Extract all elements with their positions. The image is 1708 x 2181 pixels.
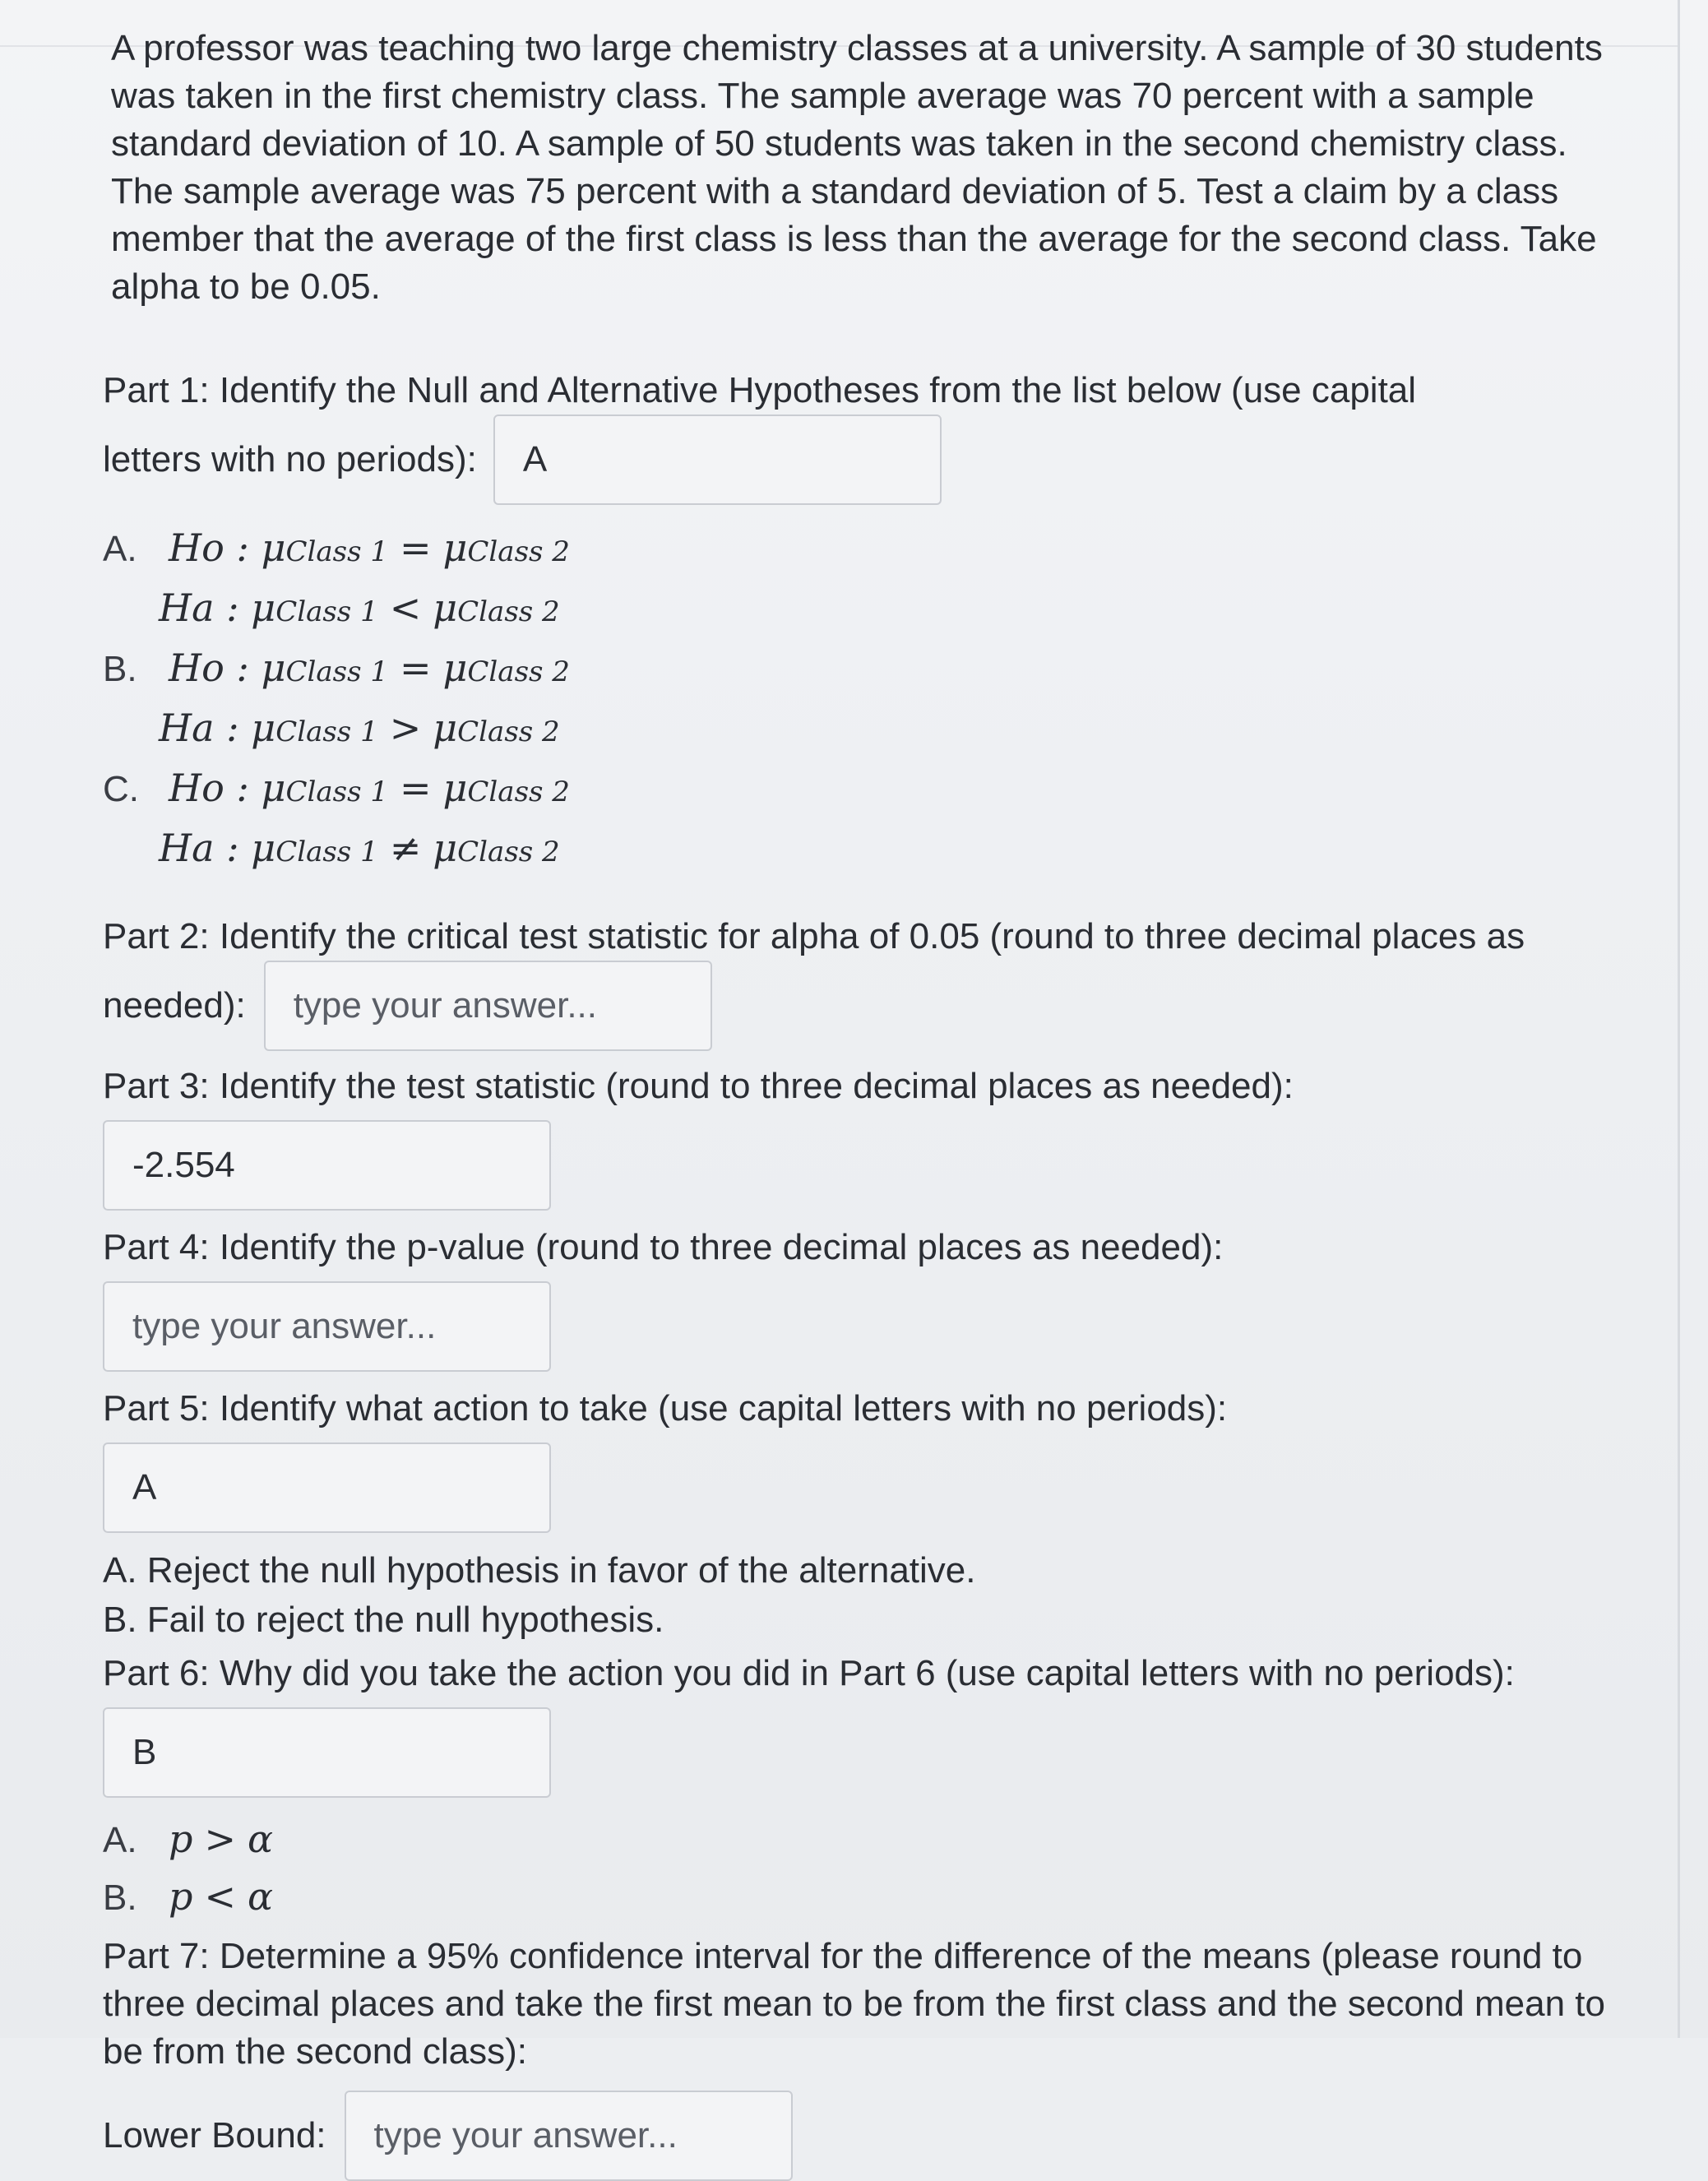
- hypothesis-null-row: [103, 760, 1632, 820]
- part6-options: [103, 1811, 1632, 1926]
- part7-prompt: Part 7: Determine a 95% confidence interval for the difference of the means (please round to three decimal places and take the first mean to be from the first class and the second mean to be from the second class):: [103, 1936, 1605, 2072]
- alternative-hypothesis: Ha : μClass 1 ≠ μClass 2: [159, 826, 560, 870]
- part4-prompt: Part 4: Identify the p-value (round to three decimal places as needed):: [103, 1227, 1224, 1267]
- hypothesis-alt-row: [103, 700, 1632, 760]
- part1-prompt-line2: letters with no periods):: [103, 439, 477, 479]
- part7-lower-row: [103, 2091, 1632, 2181]
- problem-statement: A professor was teaching two large chemistry classes at a university. A sample of 30 students was taken in the first chemistry class. The sample average was 70 percent with a sample standard deviation of 10. A sample of 50 students was taken in the second chemistry class. The sample average was 75 percent with a standard deviation of 5. Test a claim by a class member that the average of the first class is less than the average for the second class. Take alpha to be 0.05.: [111, 28, 1603, 307]
- hypothesis-alt-row: [103, 580, 1632, 640]
- option-letter: B.: [103, 649, 137, 689]
- part6-prompt: Part 6: Why did you take the action you did in Part 6 (use capital letters with no periods):: [103, 1653, 1515, 1693]
- part1-option-a: [103, 520, 1632, 640]
- part3-answer-input[interactable]: -2.554: [103, 1120, 551, 1211]
- null-hypothesis: Ho : μClass 1 = μClass 2: [169, 526, 570, 570]
- right-frame-border: [1678, 0, 1680, 2038]
- part6-option-a: A. p > α: [103, 1817, 274, 1861]
- part2-answer-row: [103, 961, 1632, 1051]
- hypothesis-alt-row: [103, 820, 1632, 880]
- part7-lower-input[interactable]: type your answer...: [345, 2091, 793, 2181]
- part2-answer-input[interactable]: type your answer...: [264, 961, 712, 1051]
- part2-prompt-line1: Part 2: Identify the critical test statistic for alpha of 0.05 (round to three decimal places as: [103, 916, 1525, 956]
- part6-option-b: B. p < α: [103, 1874, 274, 1919]
- part5-option-b: B. Fail to reject the null hypothesis.: [103, 1600, 664, 1640]
- part1-prompt-line1: Part 1: Identify the Null and Alternative Hypotheses from the list below (use capital: [103, 370, 1417, 410]
- question-content: [103, 25, 1632, 2181]
- hypothesis-null-row: [103, 520, 1632, 580]
- part2-prompt-line2: needed):: [103, 985, 246, 1026]
- part1-answer-row: [103, 414, 1632, 505]
- part7-lower-label: Lower Bound:: [103, 2115, 326, 2156]
- part1-options: [103, 520, 1632, 880]
- part5-option-a: A. Reject the null hypothesis in favor of the alternative.: [103, 1550, 976, 1591]
- option-letter: C.: [103, 769, 139, 809]
- part1-option-c: [103, 760, 1632, 880]
- option-letter: A.: [103, 529, 137, 569]
- part1-answer-input[interactable]: A: [493, 414, 942, 505]
- part4-answer-input[interactable]: type your answer...: [103, 1281, 551, 1372]
- part6-answer-input[interactable]: B: [103, 1707, 551, 1798]
- alternative-hypothesis: Ha : μClass 1 > μClass 2: [159, 706, 560, 750]
- part5-prompt: Part 5: Identify what action to take (use capital letters with no periods):: [103, 1388, 1228, 1429]
- null-hypothesis: Ho : μClass 1 = μClass 2: [169, 646, 570, 690]
- part3-prompt: Part 3: Identify the test statistic (round to three decimal places as needed):: [103, 1066, 1294, 1106]
- hypothesis-null-row: [103, 640, 1632, 700]
- part5-options: [103, 1546, 1632, 1645]
- alternative-hypothesis: Ha : μClass 1 < μClass 2: [159, 586, 560, 630]
- null-hypothesis: Ho : μClass 1 = μClass 2: [169, 766, 570, 810]
- part1-option-b: [103, 640, 1632, 760]
- part5-answer-input[interactable]: A: [103, 1442, 551, 1533]
